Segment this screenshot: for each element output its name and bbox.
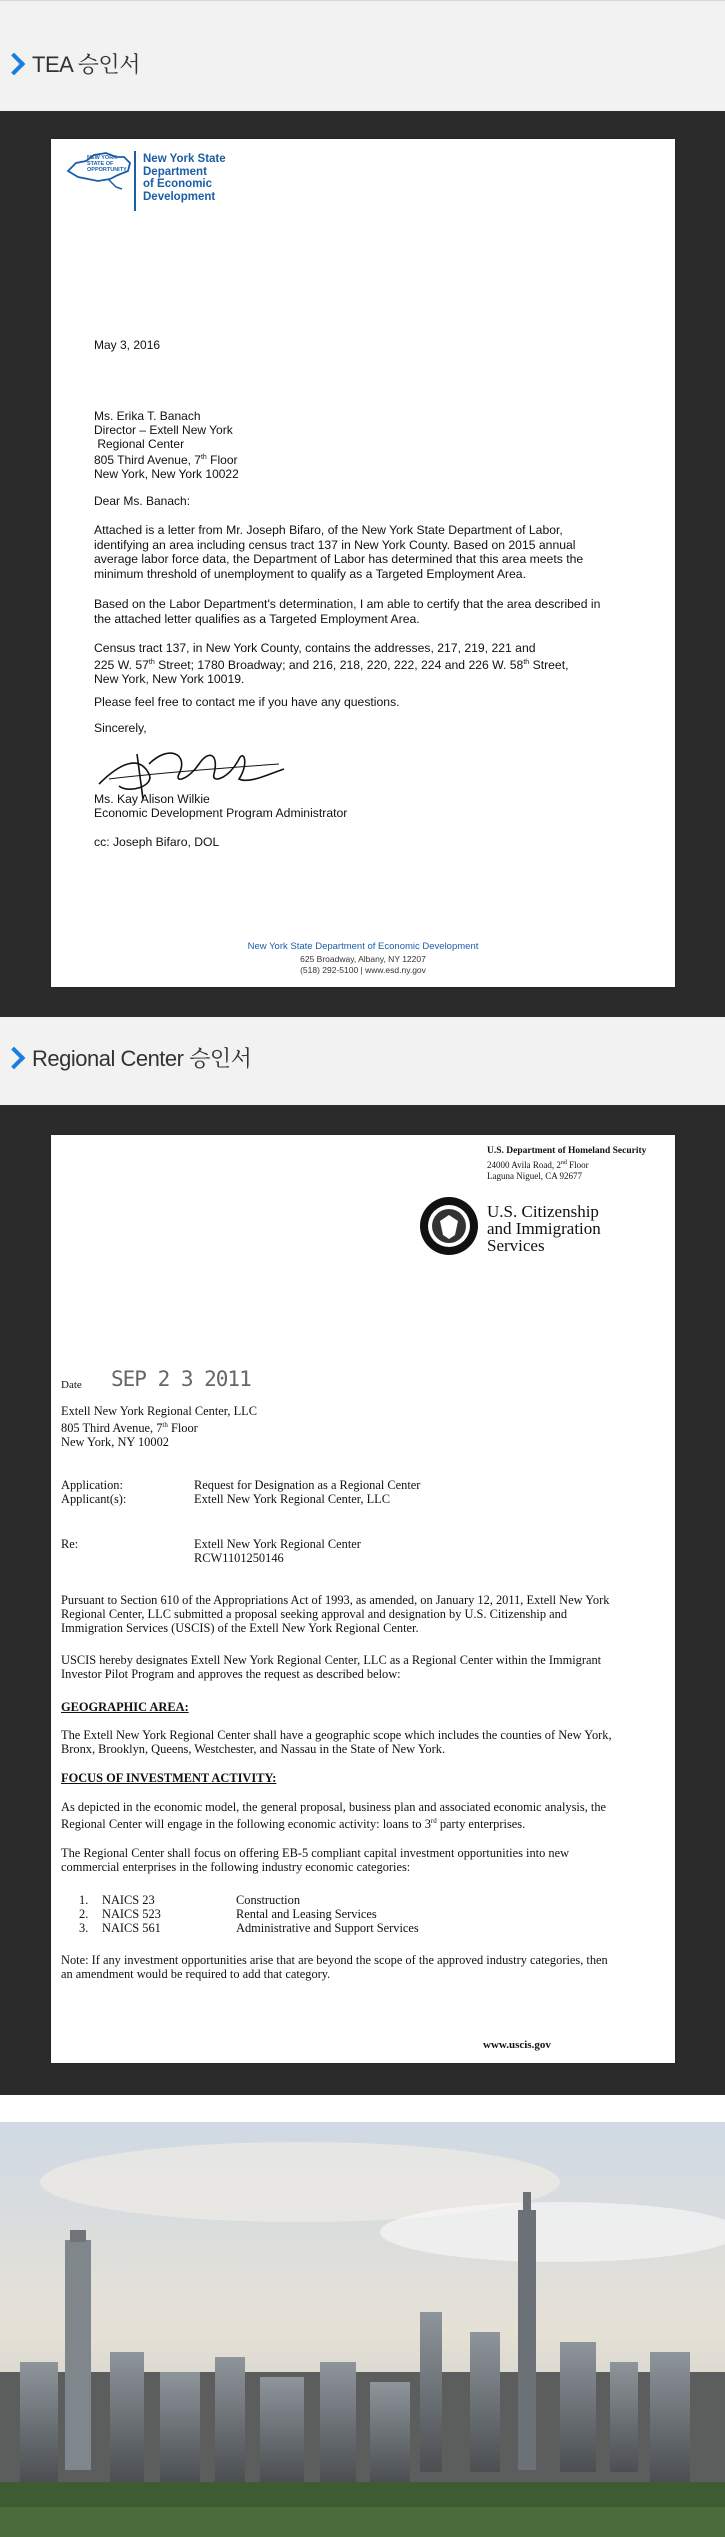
cc-line: cc: Joseph Bifaro, DOL — [94, 835, 220, 849]
body-paragraph-3 — [94, 641, 654, 687]
footer-address: 625 Broadway, Albany, NY 12207 — [300, 954, 426, 964]
logo-line-2: Department — [143, 165, 207, 178]
applicant-label: Applicant(s): — [61, 1492, 127, 1506]
closing: Sincerely, — [94, 721, 147, 735]
line: New York, New York 10019. — [94, 672, 245, 687]
address-line: Director – Extell New York — [94, 423, 233, 437]
focus-text-2: The Regional Center shall focus on offering EB-5 compliant capital investment opportunities into new commercial enterprises in the following industry economic categories: — [61, 1846, 570, 1874]
date-label: Date — [61, 1379, 82, 1391]
line: average labor force data, the Department of Labor has determined that this area meets the — [94, 552, 584, 566]
application-value: Request for Designation as a Regional Center — [194, 1478, 421, 1492]
salutation: Dear Ms. Banach: — [94, 494, 191, 508]
line: identifying an area including census tract 137 in New York County. Based on 2015 annual — [94, 537, 576, 552]
signer-name: Ms. Kay Alison Wilkie — [94, 792, 210, 806]
body-paragraph-1 — [94, 523, 654, 581]
rc-title-text: Regional Center 승인서 — [32, 1046, 252, 1071]
geographic-area-heading: GEOGRAPHIC AREA: — [61, 1700, 189, 1714]
recipient-address — [94, 409, 239, 481]
address-line: Regional Center — [97, 437, 185, 451]
address-line: 805 Third Avenue, 7th Floor — [94, 453, 238, 467]
list-item: 3. NAICS 561 Administrative and Support Services — [79, 1921, 419, 1935]
dhs-seal-icon — [418, 1195, 480, 1257]
dhs-dept: U.S. Department of Homeland Security — [487, 1146, 647, 1156]
uscis-paragraph-2: USCIS hereby designates Extell New York Regional Center, LLC as a Regional Center within the Immigrant Investor Pilot Program and approves the request as described below: — [61, 1653, 602, 1681]
line: Based on the Labor Department's determination, I am able to certify that the area described in — [94, 597, 601, 611]
uscis-agency: U.S. Citizenship and Immigration Services — [487, 1202, 601, 1255]
logo-divider — [134, 151, 136, 211]
focus-text: As depicted in the economic model, the general proposal, business plan and associated economic analysis, the Regional Center will engage in the following economic activity: loans to 3rd party enterprises. — [61, 1800, 607, 1832]
line: Census tract 137, in New York County, contains the addresses, 217, 219, 221 and — [94, 641, 536, 655]
to-address: Extell New York Regional Center, LLC 805 Third Avenue, 7th Floor New York, NY 10002 — [61, 1404, 258, 1450]
logo-text — [143, 153, 226, 203]
nyc-skyline-photo — [0, 2122, 725, 2537]
logo-line-1: New York State — [143, 153, 226, 165]
address-line: New York, New York 10022 — [94, 467, 239, 481]
naics-list — [61, 1893, 671, 1935]
re-value-1: Extell New York Regional Center — [194, 1537, 361, 1551]
tea-section-title — [6, 48, 140, 79]
logo-line-4: Development — [143, 190, 216, 203]
letter-date: May 3, 2016 — [94, 338, 161, 352]
tea-section-header — [0, 1, 725, 111]
chevron-right-icon — [3, 52, 26, 75]
tea-document-panel — [0, 111, 725, 1017]
uscis-paragraph-1: Pursuant to Section 610 of the Appropriations Act of 1993, as amended, on January 12, 2011, Extell New York Regional Center, LLC submitted a proposal seeking approval and designation by U.S. Citizenship and Immigration Services (USCIS) of the Extell New York Regional Center. — [61, 1593, 610, 1635]
date-stamp: SEP 2 3 2011 — [111, 1367, 251, 1391]
footer-phone: (518) 292-5100 | www.esd.ny.gov — [300, 965, 426, 975]
line: 225 W. 57th Street; 1780 Broadway; and 216, 218, 220, 222, 224 and 226 W. 58th Street, — [94, 657, 569, 672]
logo-state-text: NEW YORK STATE OF OPPORTUNITY — [87, 155, 127, 173]
uscis-website: www.uscis.gov — [483, 2039, 551, 2051]
logo-line-3: of Economic — [143, 178, 213, 190]
address-line: Ms. Erika T. Banach — [94, 409, 201, 423]
rc-section-title — [6, 1042, 251, 1073]
note-text: Note: If any investment opportunities arise that are beyond the scope of the approved industry categories, then an amendment would be required to add that category. — [61, 1953, 608, 1981]
footer-dept: New York State Department of Economic Development — [247, 941, 479, 952]
list-item: 1. NAICS 23 Construction — [79, 1893, 301, 1907]
tea-title-text: TEA 승인서 — [32, 52, 140, 77]
applicant-value: Extell New York Regional Center, LLC — [194, 1492, 391, 1506]
application-label: Application: — [61, 1478, 123, 1492]
city-skyline-image — [0, 2122, 725, 2537]
re-value-2: RCW1101250146 — [194, 1551, 284, 1565]
uscis-letter — [51, 1135, 675, 2063]
line: the attached letter qualifies as a Targeted Employment Area. — [94, 611, 420, 626]
line: minimum threshold of unemployment to qualify as a Targeted Employment Area. — [94, 566, 526, 581]
tea-letter — [51, 139, 675, 987]
body-paragraph-2 — [94, 597, 654, 626]
line: Attached is a letter from Mr. Joseph Bifaro, of the New York State Department of Labor, — [94, 523, 563, 537]
focus-heading: FOCUS OF INVESTMENT ACTIVITY: — [61, 1771, 277, 1785]
re-label: Re: — [61, 1537, 79, 1551]
dhs-address: 24000 Avila Road, 2nd Floor Laguna Niguel, CA 92677 — [487, 1160, 589, 1181]
chevron-right-icon — [3, 1046, 26, 1069]
body-paragraph-4: Please feel free to contact me if you have any questions. — [94, 695, 400, 709]
geographic-area-text: The Extell New York Regional Center shall have a geographic scope which includes the counties of New York, Bronx, Brooklyn, Queens, Westchester, and Nassau in the State of New York. — [61, 1728, 612, 1756]
rc-document-panel — [0, 1105, 725, 2095]
signer-title: Economic Development Program Administrator — [94, 806, 348, 820]
list-item: 2. NAICS 523 Rental and Leasing Services — [79, 1907, 377, 1921]
